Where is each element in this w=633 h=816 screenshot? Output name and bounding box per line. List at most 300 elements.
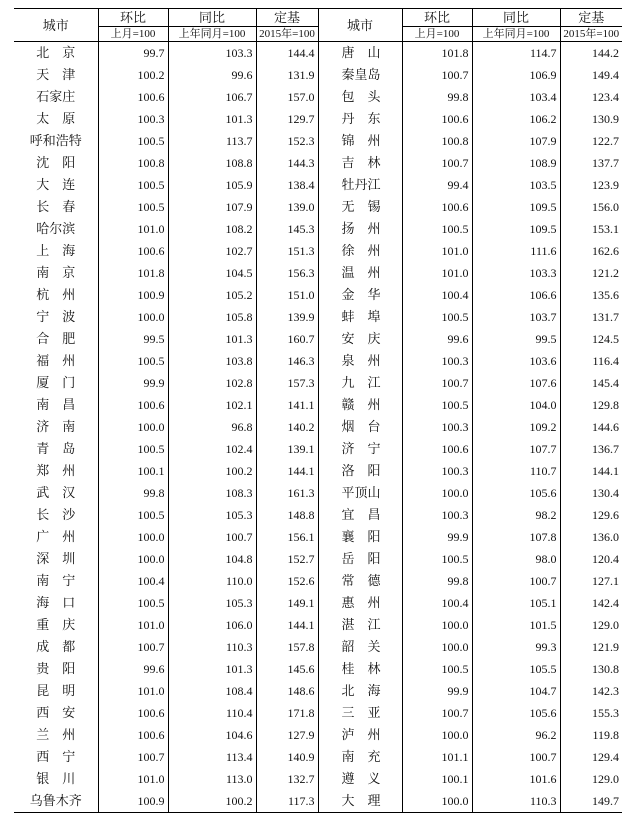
mom-value: 100.0 (98, 306, 168, 328)
base-value: 144.4 (256, 42, 318, 65)
city-name: 南 宁 (36, 573, 76, 588)
city-name: 长 春 (36, 199, 76, 214)
yoy-value: 102.1 (168, 394, 256, 416)
yoy-value: 106.9 (472, 64, 560, 86)
yoy-value: 113.0 (168, 768, 256, 790)
mom-value: 100.9 (98, 790, 168, 813)
mom-value: 100.7 (402, 152, 472, 174)
base-value: 139.9 (256, 306, 318, 328)
city-name: 济 南 (36, 419, 76, 434)
mom-value: 100.4 (402, 284, 472, 306)
base-value: 129.0 (560, 768, 622, 790)
city-name: 乌鲁木齐 (29, 793, 82, 808)
yoy-value: 105.3 (168, 504, 256, 526)
yoy-value: 107.8 (472, 526, 560, 548)
mom-value: 100.5 (98, 196, 168, 218)
yoy-value: 101.3 (168, 658, 256, 680)
mom-value: 99.7 (98, 42, 168, 65)
yoy-value: 109.5 (472, 196, 560, 218)
yoy-value: 101.3 (168, 328, 256, 350)
yoy-value: 106.6 (472, 284, 560, 306)
table-row (14, 482, 622, 504)
city-name: 包 头 (318, 86, 402, 108)
yoy-value: 103.7 (472, 306, 560, 328)
base-value: 137.7 (560, 152, 622, 174)
mom-column-header: 环比 (402, 9, 472, 27)
table-row (14, 262, 622, 284)
city-name: 天 津 (36, 67, 76, 82)
base-value: 144.1 (560, 460, 622, 482)
city-name: 厦 门 (36, 375, 76, 390)
city-name: 呼和浩特 (29, 133, 82, 148)
base-value: 144.3 (256, 152, 318, 174)
city-name: 泉 州 (318, 350, 402, 372)
yoy-value: 105.9 (168, 174, 256, 196)
base-value: 121.2 (560, 262, 622, 284)
base-value: 131.7 (560, 306, 622, 328)
city-name: 北 海 (318, 680, 402, 702)
yoy-column-header: 同比 (168, 9, 256, 27)
table-row (14, 570, 622, 592)
mom-value: 100.8 (402, 130, 472, 152)
mom-value: 100.1 (98, 460, 168, 482)
mom-value: 100.4 (98, 570, 168, 592)
yoy-value: 109.2 (472, 416, 560, 438)
table-row (14, 350, 622, 372)
mom-value: 99.8 (402, 570, 472, 592)
yoy-value: 102.8 (168, 372, 256, 394)
mom-value: 100.7 (402, 64, 472, 86)
table-row (14, 42, 622, 65)
yoy-value: 103.6 (472, 350, 560, 372)
yoy-value: 113.4 (168, 746, 256, 768)
yoy-value: 114.7 (472, 42, 560, 65)
city-name: 重 庆 (36, 617, 76, 632)
yoy-value: 105.2 (168, 284, 256, 306)
mom-value: 100.0 (98, 526, 168, 548)
city-name: 吉 林 (318, 152, 402, 174)
city-name: 岳 阳 (318, 548, 402, 570)
base-value: 140.2 (256, 416, 318, 438)
mom-value: 100.6 (402, 438, 472, 460)
mom-value: 99.9 (402, 680, 472, 702)
yoy-value: 100.2 (168, 790, 256, 813)
city-name: 韶 关 (318, 636, 402, 658)
yoy-value: 105.1 (472, 592, 560, 614)
mom-value: 100.6 (98, 702, 168, 724)
mom-value: 100.0 (402, 790, 472, 813)
city-name: 宁 波 (36, 309, 76, 324)
yoy-value: 104.8 (168, 548, 256, 570)
city-name: 九 江 (318, 372, 402, 394)
mom-value: 101.0 (98, 680, 168, 702)
city-name: 惠 州 (318, 592, 402, 614)
yoy-value: 104.5 (168, 262, 256, 284)
mom-value: 100.3 (402, 350, 472, 372)
mom-value: 100.7 (98, 746, 168, 768)
city-name: 洛 阳 (318, 460, 402, 482)
city-name: 秦皇岛 (318, 64, 402, 86)
city-name: 银 川 (36, 771, 76, 786)
table-row (14, 130, 622, 152)
city-name: 合 肥 (36, 331, 76, 346)
city-name: 深 圳 (36, 551, 76, 566)
base-value: 153.1 (560, 218, 622, 240)
city-name: 锦 州 (318, 130, 402, 152)
base-value: 124.5 (560, 328, 622, 350)
mom-value: 100.5 (98, 592, 168, 614)
yoy-value: 100.7 (472, 570, 560, 592)
mom-value: 100.5 (98, 174, 168, 196)
yoy-value: 101.6 (472, 768, 560, 790)
table-row (14, 218, 622, 240)
yoy-value: 102.7 (168, 240, 256, 262)
city-name: 太 原 (36, 111, 76, 126)
city-name: 湛 江 (318, 614, 402, 636)
yoy-value: 108.3 (168, 482, 256, 504)
city-name: 桂 林 (318, 658, 402, 680)
table-row (14, 460, 622, 482)
yoy-value: 105.6 (472, 482, 560, 504)
mom-value: 99.8 (402, 86, 472, 108)
city-name: 泸 州 (318, 724, 402, 746)
city-name: 广 州 (36, 529, 76, 544)
yoy-value: 110.7 (472, 460, 560, 482)
city-name: 无 锡 (318, 196, 402, 218)
mom-value: 100.6 (98, 86, 168, 108)
base-value: 148.6 (256, 680, 318, 702)
yoy-value: 103.3 (168, 42, 256, 65)
base-column-header: 定基 (256, 9, 318, 27)
mom-value: 100.5 (402, 658, 472, 680)
city-column-header: 城市 (318, 9, 402, 42)
city-name: 福 州 (36, 353, 76, 368)
table-row (14, 548, 622, 570)
yoy-value: 104.7 (472, 680, 560, 702)
city-name: 大 连 (36, 177, 76, 192)
yoy-value: 101.5 (472, 614, 560, 636)
yoy-value: 108.4 (168, 680, 256, 702)
mom-value: 100.5 (402, 218, 472, 240)
city-name: 昆 明 (36, 683, 76, 698)
mom-column-header: 环比 (98, 9, 168, 27)
base-value: 148.8 (256, 504, 318, 526)
yoy-value: 100.7 (472, 746, 560, 768)
mom-value: 100.0 (98, 416, 168, 438)
base-value: 131.9 (256, 64, 318, 86)
mom-value: 101.8 (98, 262, 168, 284)
table-row (14, 724, 622, 746)
mom-value: 101.1 (402, 746, 472, 768)
yoy-value: 105.5 (472, 658, 560, 680)
base-value: 123.9 (560, 174, 622, 196)
yoy-value: 111.6 (472, 240, 560, 262)
base-value: 130.4 (560, 482, 622, 504)
base-value: 141.1 (256, 394, 318, 416)
yoy-value: 107.9 (168, 196, 256, 218)
city-name: 南 充 (318, 746, 402, 768)
base-value: 129.7 (256, 108, 318, 130)
mom-value: 100.6 (98, 394, 168, 416)
base-value: 129.4 (560, 746, 622, 768)
base-value: 157.3 (256, 372, 318, 394)
base-value: 129.8 (560, 394, 622, 416)
yoy-value: 108.8 (168, 152, 256, 174)
base-value: 129.0 (560, 614, 622, 636)
yoy-value: 104.6 (168, 724, 256, 746)
city-name: 武 汉 (36, 485, 76, 500)
yoy-value: 100.7 (168, 526, 256, 548)
base-value: 127.1 (560, 570, 622, 592)
yoy-value: 96.8 (168, 416, 256, 438)
base-value: 132.7 (256, 768, 318, 790)
base-value: 144.2 (560, 42, 622, 65)
yoy-value: 96.2 (472, 724, 560, 746)
yoy-value: 107.7 (472, 438, 560, 460)
base-value: 151.0 (256, 284, 318, 306)
city-name: 常 德 (318, 570, 402, 592)
table-row (14, 658, 622, 680)
mom-value: 99.4 (402, 174, 472, 196)
base-value: 160.7 (256, 328, 318, 350)
city-name: 徐 州 (318, 240, 402, 262)
city-name: 宜 昌 (318, 504, 402, 526)
base-value: 146.3 (256, 350, 318, 372)
city-name: 石家庄 (36, 89, 76, 104)
table-row (14, 284, 622, 306)
yoy-value: 110.3 (472, 790, 560, 813)
table-row (14, 768, 622, 790)
city-name: 大 理 (318, 790, 402, 813)
table-row (14, 196, 622, 218)
price-index-table-container (14, 8, 621, 813)
mom-value: 100.0 (402, 614, 472, 636)
base-value: 149.1 (256, 592, 318, 614)
table-row (14, 680, 622, 702)
yoy-value: 103.4 (472, 86, 560, 108)
yoy-value: 99.5 (472, 328, 560, 350)
base-value: 155.3 (560, 702, 622, 724)
yoy-value: 104.0 (472, 394, 560, 416)
base-value: 157.8 (256, 636, 318, 658)
yoy-value: 105.8 (168, 306, 256, 328)
mom-value: 99.6 (402, 328, 472, 350)
mom-value: 100.3 (98, 108, 168, 130)
base-value: 152.6 (256, 570, 318, 592)
table-row (14, 152, 622, 174)
mom-value: 100.8 (98, 152, 168, 174)
yoy-value: 106.2 (472, 108, 560, 130)
base-value: 157.0 (256, 86, 318, 108)
base-value: 151.3 (256, 240, 318, 262)
yoy-column-header: 同比 (472, 9, 560, 27)
mom-value: 101.0 (98, 218, 168, 240)
base-value: 138.4 (256, 174, 318, 196)
yoy-value: 107.9 (472, 130, 560, 152)
table-row (14, 64, 622, 86)
table-row (14, 438, 622, 460)
yoy-value: 100.2 (168, 460, 256, 482)
city-name: 北 京 (36, 45, 76, 60)
mom-value: 100.6 (402, 196, 472, 218)
yoy-value: 106.0 (168, 614, 256, 636)
base-value: 161.3 (256, 482, 318, 504)
mom-value: 100.4 (402, 592, 472, 614)
mom-value: 100.0 (402, 636, 472, 658)
base-value: 152.7 (256, 548, 318, 570)
yoy-value: 113.7 (168, 130, 256, 152)
yoy-value: 102.4 (168, 438, 256, 460)
city-name: 哈尔滨 (36, 221, 76, 236)
city-name: 青 岛 (36, 441, 76, 456)
base-value: 123.4 (560, 86, 622, 108)
base-value: 144.1 (256, 460, 318, 482)
table-row (14, 592, 622, 614)
base-value: 156.3 (256, 262, 318, 284)
city-column-header: 城市 (14, 9, 98, 42)
yoy-value: 103.5 (472, 174, 560, 196)
city-name: 海 口 (36, 595, 76, 610)
city-name: 牡丹江 (318, 174, 402, 196)
mom-value: 101.8 (402, 42, 472, 65)
city-name: 丹 东 (318, 108, 402, 130)
base-value: 144.6 (560, 416, 622, 438)
mom-value: 100.5 (98, 130, 168, 152)
table-row (14, 636, 622, 658)
base-value: 129.6 (560, 504, 622, 526)
yoy-value: 103.8 (168, 350, 256, 372)
city-name: 西 宁 (36, 749, 76, 764)
table-row (14, 702, 622, 724)
city-name: 平顶山 (318, 482, 402, 504)
mom-value: 100.7 (402, 702, 472, 724)
city-name: 南 京 (36, 265, 76, 280)
yoy-value: 99.3 (472, 636, 560, 658)
yoy-value: 98.0 (472, 548, 560, 570)
table-row (14, 328, 622, 350)
city-name: 南 昌 (36, 397, 76, 412)
base-value: 142.3 (560, 680, 622, 702)
yoy-value: 107.6 (472, 372, 560, 394)
city-name: 温 州 (318, 262, 402, 284)
base-value: 139.1 (256, 438, 318, 460)
mom-subheader: 上月=100 (402, 27, 472, 42)
table-row (14, 504, 622, 526)
mom-value: 100.5 (402, 394, 472, 416)
yoy-value: 101.3 (168, 108, 256, 130)
mom-value: 100.0 (402, 724, 472, 746)
yoy-value: 106.7 (168, 86, 256, 108)
base-value: 162.6 (560, 240, 622, 262)
yoy-value: 105.6 (472, 702, 560, 724)
base-value: 149.7 (560, 790, 622, 813)
city-name: 金 华 (318, 284, 402, 306)
mom-value: 101.0 (402, 262, 472, 284)
city-name: 西 安 (36, 705, 76, 720)
mom-value: 101.0 (98, 614, 168, 636)
yoy-subheader: 上年同月=100 (472, 27, 560, 42)
mom-value: 100.0 (402, 482, 472, 504)
mom-value: 99.5 (98, 328, 168, 350)
mom-value: 100.3 (402, 416, 472, 438)
mom-value: 100.0 (98, 548, 168, 570)
base-value: 122.7 (560, 130, 622, 152)
base-value: 156.1 (256, 526, 318, 548)
yoy-value: 98.2 (472, 504, 560, 526)
table-row (14, 306, 622, 328)
table-row (14, 790, 622, 813)
city-name: 赣 州 (318, 394, 402, 416)
city-name: 三 亚 (318, 702, 402, 724)
city-name: 兰 州 (36, 727, 76, 742)
mom-value: 100.9 (98, 284, 168, 306)
mom-value: 100.7 (98, 636, 168, 658)
yoy-value: 110.3 (168, 636, 256, 658)
base-value: 136.7 (560, 438, 622, 460)
base-value: 171.8 (256, 702, 318, 724)
yoy-value: 108.9 (472, 152, 560, 174)
table-row (14, 240, 622, 262)
city-name: 安 庆 (318, 328, 402, 350)
yoy-value: 109.5 (472, 218, 560, 240)
base-value: 117.3 (256, 790, 318, 813)
base-value: 139.0 (256, 196, 318, 218)
mom-subheader: 上月=100 (98, 27, 168, 42)
base-value: 149.4 (560, 64, 622, 86)
table-row (14, 746, 622, 768)
base-value: 119.8 (560, 724, 622, 746)
city-name: 蚌 埠 (318, 306, 402, 328)
mom-value: 100.5 (402, 306, 472, 328)
base-value: 145.6 (256, 658, 318, 680)
base-value: 121.9 (560, 636, 622, 658)
city-name: 杭 州 (36, 287, 76, 302)
mom-value: 100.5 (98, 504, 168, 526)
yoy-value: 99.6 (168, 64, 256, 86)
mom-value: 99.8 (98, 482, 168, 504)
yoy-value: 105.3 (168, 592, 256, 614)
mom-value: 100.6 (402, 108, 472, 130)
base-value: 145.3 (256, 218, 318, 240)
base-column-header: 定基 (560, 9, 622, 27)
base-value: 130.9 (560, 108, 622, 130)
mom-value: 100.6 (98, 724, 168, 746)
mom-value: 99.9 (402, 526, 472, 548)
base-value: 120.4 (560, 548, 622, 570)
table-row (14, 86, 622, 108)
table-row (14, 372, 622, 394)
mom-value: 100.1 (402, 768, 472, 790)
mom-value: 100.7 (402, 372, 472, 394)
mom-value: 100.2 (98, 64, 168, 86)
base-value: 136.0 (560, 526, 622, 548)
table-body (14, 42, 622, 813)
table-row (14, 394, 622, 416)
city-name: 济 宁 (318, 438, 402, 460)
mom-value: 100.5 (402, 548, 472, 570)
city-name: 长 沙 (36, 507, 76, 522)
yoy-value: 108.2 (168, 218, 256, 240)
mom-value: 100.3 (402, 504, 472, 526)
table-row (14, 108, 622, 130)
yoy-subheader: 上年同月=100 (168, 27, 256, 42)
city-name: 沈 阳 (36, 155, 76, 170)
base-value: 140.9 (256, 746, 318, 768)
base-value: 127.9 (256, 724, 318, 746)
mom-value: 100.5 (98, 438, 168, 460)
base-value: 116.4 (560, 350, 622, 372)
mom-value: 100.5 (98, 350, 168, 372)
